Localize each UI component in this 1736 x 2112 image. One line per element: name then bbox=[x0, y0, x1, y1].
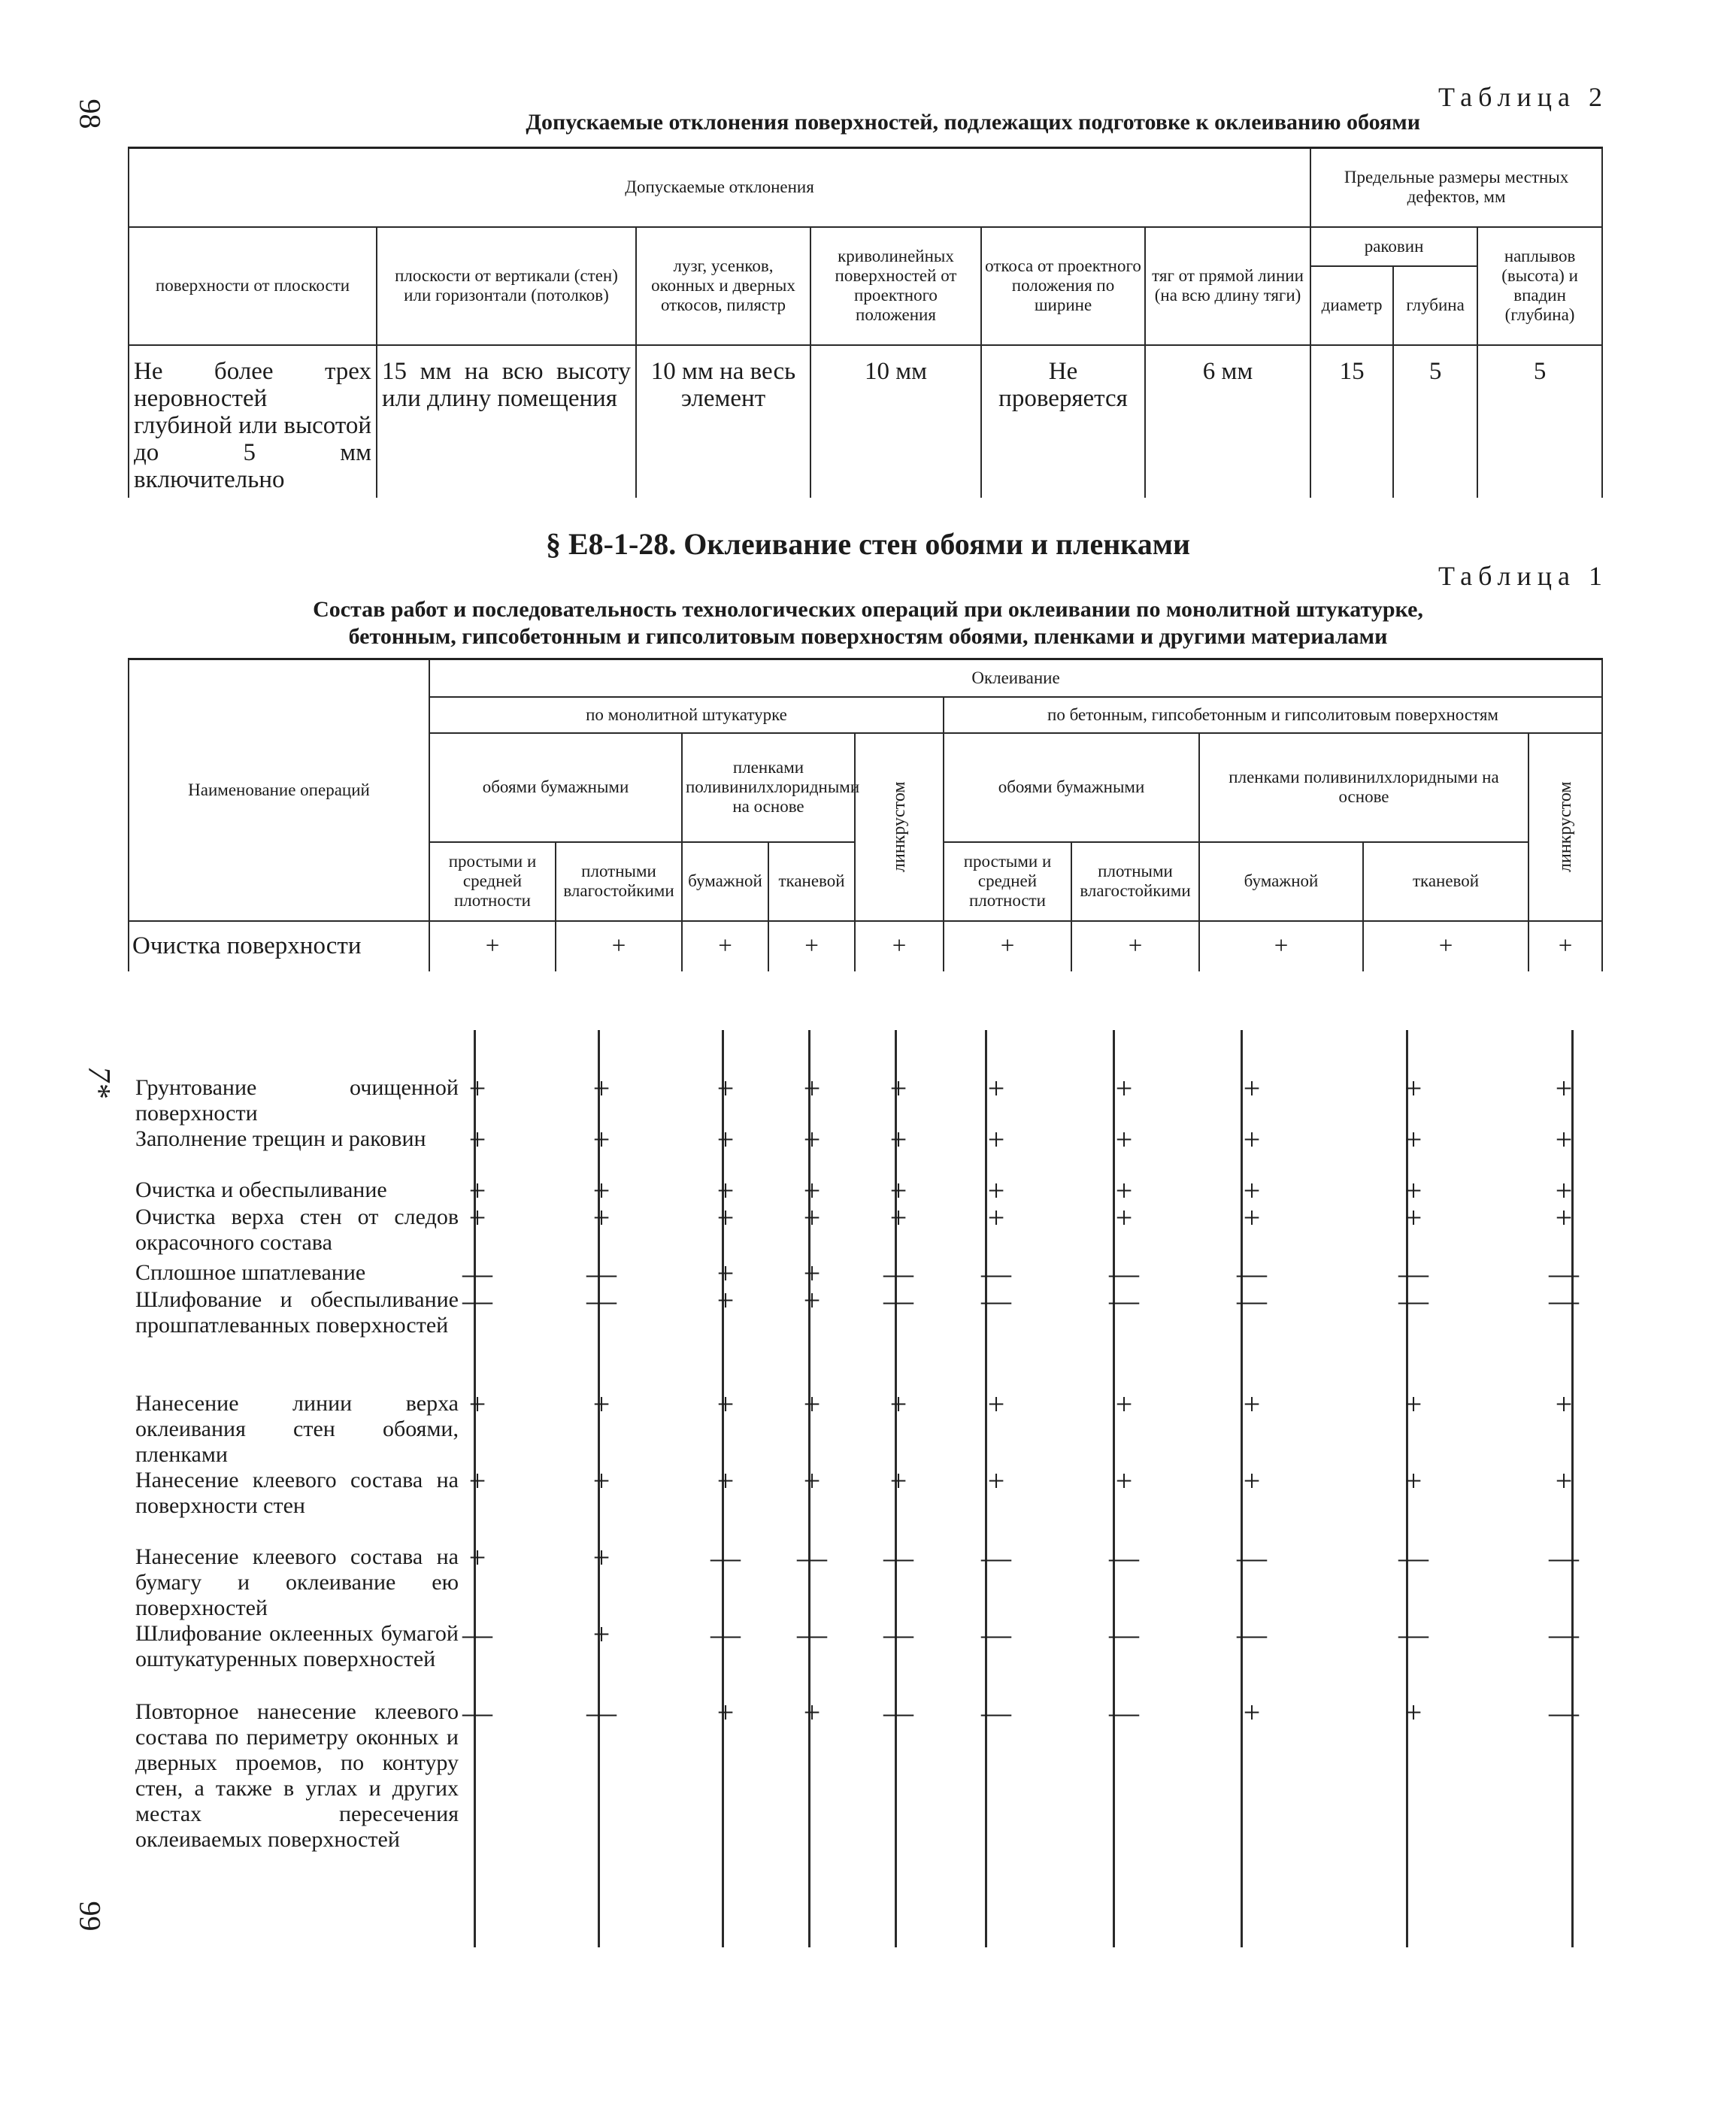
t1-mark: + bbox=[944, 921, 1071, 971]
operation-mark: + bbox=[717, 1071, 735, 1105]
operation-mark: + bbox=[717, 1256, 735, 1290]
t2-col-plane: плоскости от вертикали (стен) или горизонтали (потолков) bbox=[377, 227, 636, 345]
operation-mark: — bbox=[1398, 1617, 1428, 1651]
operation-mark: + bbox=[803, 1387, 821, 1421]
operation-mark: + bbox=[987, 1071, 1005, 1105]
section-title: § Е8-1-28. Оклеивание стен обоями и пленками bbox=[545, 527, 1191, 561]
operation-mark: — bbox=[1398, 1256, 1428, 1290]
operation-mark: — bbox=[981, 1283, 1011, 1317]
operation-mark: + bbox=[1555, 1174, 1573, 1208]
operation-name: Нанесение линии верха оклеивания стен обоями, пленками bbox=[135, 1391, 459, 1467]
operation-mark: + bbox=[987, 1174, 1005, 1208]
t1-mark: + bbox=[1199, 921, 1363, 971]
operation-name: Заполнение трещин и раковин bbox=[135, 1126, 426, 1151]
t1-mark: + bbox=[855, 921, 944, 971]
operation-mark: + bbox=[468, 1071, 486, 1105]
t1-col-tkan: тканевой bbox=[1363, 842, 1528, 921]
operation-mark: + bbox=[1115, 1464, 1133, 1498]
operation-mark: + bbox=[1243, 1464, 1261, 1498]
t1-col-bum-short: бумажной bbox=[682, 842, 768, 921]
operation-mark: + bbox=[592, 1123, 610, 1156]
operation-name: Сплошное шпатлевание bbox=[135, 1260, 366, 1285]
t1-col-bum: бумажной bbox=[1199, 842, 1363, 921]
table2-label: Таблица 2 bbox=[1438, 82, 1608, 112]
operation-mark: + bbox=[592, 1617, 610, 1651]
t2-col-depth: глубина bbox=[1393, 266, 1477, 345]
operation-mark: — bbox=[1237, 1541, 1267, 1574]
operation-mark: — bbox=[1549, 1695, 1579, 1729]
operation-mark: + bbox=[1243, 1201, 1261, 1235]
operation-mark: + bbox=[1555, 1464, 1573, 1498]
operation-mark: + bbox=[1404, 1387, 1422, 1421]
operation-mark: — bbox=[586, 1283, 617, 1317]
table1-label: Таблица 1 bbox=[1438, 561, 1608, 591]
operation-name: Нанесение клеевого состава на бумагу и оклеивание ею поверхностей bbox=[135, 1544, 459, 1620]
t1-col-tkan-short: тканевой bbox=[768, 842, 855, 921]
operation-name: Грунтование очищенной поверхности bbox=[135, 1075, 459, 1126]
operation-mark: — bbox=[586, 1256, 617, 1290]
operation-mark: + bbox=[1404, 1464, 1422, 1498]
operation-mark: + bbox=[717, 1283, 735, 1317]
operation-mark: — bbox=[797, 1541, 827, 1574]
operation-mark: — bbox=[883, 1617, 913, 1651]
operation-name: Повторное нанесение клеевого состава по периметру оконных и дверных проемов, по контуру стен, а также в углах и других местах пересечения оклеиваемых поверхностей bbox=[135, 1699, 459, 1852]
table1-title-line1: Состав работ и последовательность технологических операций при оклеивании по монолитной штукатурке, bbox=[313, 597, 1423, 622]
operation-mark: — bbox=[1109, 1695, 1139, 1729]
operation-mark: + bbox=[592, 1541, 610, 1574]
operation-mark: + bbox=[1115, 1071, 1133, 1105]
operation-mark: + bbox=[468, 1541, 486, 1574]
table1-header bbox=[128, 658, 1603, 971]
operation-mark: + bbox=[803, 1123, 821, 1156]
operation-mark: — bbox=[1549, 1283, 1579, 1317]
t2-cell: 6 мм bbox=[1145, 345, 1310, 498]
operation-mark: + bbox=[1404, 1123, 1422, 1156]
table2 bbox=[128, 147, 1603, 498]
operation-mark: + bbox=[468, 1123, 486, 1156]
operation-mark: + bbox=[803, 1695, 821, 1729]
t2-col-curved: криволинейных поверхностей от проектного положения bbox=[810, 227, 981, 345]
operation-mark: + bbox=[889, 1174, 907, 1208]
operation-name: Нанесение клеевого состава на поверхности стен bbox=[135, 1468, 459, 1518]
operation-mark: + bbox=[717, 1174, 735, 1208]
t2-col-rakovin: раковин bbox=[1310, 227, 1477, 266]
t2-cell: 15 мм на всю высоту или длину помещения bbox=[377, 345, 636, 498]
operation-name: Очистка верха стен от следов окрасочного состава bbox=[135, 1204, 459, 1255]
operation-mark: + bbox=[987, 1387, 1005, 1421]
operation-mark: + bbox=[1243, 1123, 1261, 1156]
operation-mark: + bbox=[468, 1201, 486, 1235]
operation-mark: + bbox=[1555, 1201, 1573, 1235]
operation-mark: + bbox=[1243, 1174, 1261, 1208]
operation-mark: — bbox=[883, 1283, 913, 1317]
operation-mark: + bbox=[1115, 1174, 1133, 1208]
t1-row-name: Очистка поверхности bbox=[129, 921, 429, 971]
operation-mark: — bbox=[981, 1256, 1011, 1290]
operation-mark: — bbox=[1109, 1617, 1139, 1651]
t1-mark: + bbox=[1071, 921, 1199, 971]
operation-mark: — bbox=[883, 1256, 913, 1290]
operation-mark: — bbox=[1109, 1541, 1139, 1574]
operation-mark: — bbox=[1549, 1617, 1579, 1651]
t1-mark: + bbox=[1528, 921, 1602, 971]
operation-mark: + bbox=[1115, 1123, 1133, 1156]
t1-mark: + bbox=[1363, 921, 1528, 971]
operation-name: Шлифование и обеспыливание прошпатлеванных поверхностей bbox=[135, 1287, 459, 1338]
t1-col-plotn: плотными влагостойкими bbox=[556, 842, 682, 921]
operation-mark: + bbox=[1243, 1387, 1261, 1421]
operation-mark: + bbox=[1404, 1071, 1422, 1105]
operation-mark: + bbox=[468, 1174, 486, 1208]
operation-mark: — bbox=[710, 1617, 741, 1651]
operation-mark: + bbox=[717, 1387, 735, 1421]
operation-mark: + bbox=[889, 1123, 907, 1156]
operation-mark: + bbox=[803, 1201, 821, 1235]
t2-col-otkos: откоса от проектного положения по ширине bbox=[981, 227, 1145, 345]
operation-mark: + bbox=[468, 1464, 486, 1498]
operation-mark: + bbox=[1115, 1201, 1133, 1235]
operation-mark: + bbox=[1243, 1071, 1261, 1105]
t1-mark: + bbox=[556, 921, 682, 971]
operation-mark: — bbox=[797, 1617, 827, 1651]
operation-mark: + bbox=[592, 1174, 610, 1208]
operation-mark: + bbox=[987, 1464, 1005, 1498]
operation-mark: — bbox=[1109, 1283, 1139, 1317]
operation-mark: + bbox=[717, 1464, 735, 1498]
operation-mark: — bbox=[462, 1283, 492, 1317]
operation-mark: — bbox=[883, 1541, 913, 1574]
operation-mark: — bbox=[981, 1695, 1011, 1729]
operation-mark: + bbox=[1555, 1387, 1573, 1421]
operation-mark: + bbox=[592, 1387, 610, 1421]
operation-mark: — bbox=[462, 1256, 492, 1290]
operation-name: Очистка и обеспыливание bbox=[135, 1177, 387, 1202]
t2-col-luzg: лузг, усенков, оконных и дверных откосов, пилястр bbox=[636, 227, 810, 345]
operation-mark: + bbox=[803, 1071, 821, 1105]
t1-col-beton: по бетонным, гипсобетонным и гипсолитовым поверхностям bbox=[944, 697, 1602, 733]
operation-mark: — bbox=[981, 1541, 1011, 1574]
t2-cell: 15 bbox=[1310, 345, 1393, 498]
operation-mark: + bbox=[889, 1071, 907, 1105]
operation-mark: + bbox=[889, 1464, 907, 1498]
t2-cell: Не более трех неровностей глубиной или высотой до 5 мм включительно bbox=[129, 345, 377, 498]
t1-mark: + bbox=[429, 921, 556, 971]
operation-mark: + bbox=[1404, 1201, 1422, 1235]
t2-group-right: Предельные размеры местных дефектов, мм bbox=[1310, 148, 1602, 227]
t2-col-tyag: тяг от прямой линии (на всю длину тяги) bbox=[1145, 227, 1310, 345]
operation-mark: — bbox=[1237, 1617, 1267, 1651]
table1-title-line2: бетонным, гипсобетонным и гипсолитовым поверхностям обоями, пленками и другими материалами bbox=[348, 624, 1388, 649]
t1-col-paper-beton: обоями бумажными bbox=[944, 733, 1199, 842]
t1-mark: + bbox=[682, 921, 768, 971]
t2-cell: 5 bbox=[1477, 345, 1602, 498]
t1-col-plotn-beton: плотными влагостойкими bbox=[1071, 842, 1199, 921]
t1-col-okleivanie: Оклеивание bbox=[429, 659, 1602, 697]
operation-mark: + bbox=[592, 1071, 610, 1105]
operation-mark: + bbox=[1555, 1071, 1573, 1105]
t1-col-linkr-mono: линкрустом bbox=[855, 733, 944, 921]
operation-mark: + bbox=[1243, 1695, 1261, 1729]
operation-mark: + bbox=[803, 1283, 821, 1317]
t2-cell: 5 bbox=[1393, 345, 1477, 498]
t1-col-prost: простыми и средней плотности bbox=[429, 842, 556, 921]
page-number-bottom: 99 bbox=[73, 1901, 108, 1932]
operation-mark: — bbox=[710, 1541, 741, 1574]
t2-cell: 10 мм на весь элемент bbox=[636, 345, 810, 498]
sheet-mark: 7* bbox=[81, 1066, 116, 1098]
page-number-top: 98 bbox=[73, 98, 108, 129]
operation-mark: + bbox=[803, 1174, 821, 1208]
operation-mark: — bbox=[1549, 1541, 1579, 1574]
operation-mark: + bbox=[1555, 1123, 1573, 1156]
t2-col-naplyv: наплывов (высота) и впадин (глубина) bbox=[1477, 227, 1602, 345]
operation-mark: — bbox=[1549, 1256, 1579, 1290]
operation-mark: + bbox=[987, 1123, 1005, 1156]
operation-mark: — bbox=[981, 1617, 1011, 1651]
t1-col-film-mono: пленками поливинилхлоридными на основе bbox=[682, 733, 855, 842]
operation-mark: — bbox=[1237, 1256, 1267, 1290]
operation-mark: + bbox=[592, 1464, 610, 1498]
operation-mark: — bbox=[1398, 1541, 1428, 1574]
operation-name: Шлифование оклеенных бумагой оштукатуренных поверхностей bbox=[135, 1621, 459, 1671]
t2-cell: Не проверяется bbox=[981, 345, 1145, 498]
operation-mark: + bbox=[592, 1201, 610, 1235]
operation-mark: — bbox=[883, 1695, 913, 1729]
t1-col-mono: по монолитной штукатурке bbox=[429, 697, 944, 733]
t1-col-film-beton: пленками поливинилхлоридными на основе bbox=[1199, 733, 1528, 842]
table1-body bbox=[135, 1030, 1609, 1947]
operation-mark: — bbox=[1237, 1283, 1267, 1317]
operation-mark: + bbox=[889, 1387, 907, 1421]
t2-group-left: Допускаемые отклонения bbox=[129, 148, 1310, 227]
operation-mark: + bbox=[717, 1695, 735, 1729]
table2-title: Допускаемые отклонения поверхностей, подлежащих подготовке к оклеиванию обоями bbox=[526, 110, 1420, 135]
operation-mark: + bbox=[1404, 1695, 1422, 1729]
operation-mark: + bbox=[987, 1201, 1005, 1235]
operation-mark: — bbox=[586, 1695, 617, 1729]
operation-mark: + bbox=[717, 1201, 735, 1235]
t1-col-paper-mono: обоями бумажными bbox=[429, 733, 682, 842]
t1-col-name: Наименование операций bbox=[129, 659, 429, 921]
t2-cell: 10 мм bbox=[810, 345, 981, 498]
operation-mark: + bbox=[803, 1256, 821, 1290]
t1-col-prost-beton: простыми и средней плотности bbox=[944, 842, 1071, 921]
operation-mark: — bbox=[1398, 1283, 1428, 1317]
operation-mark: + bbox=[468, 1387, 486, 1421]
operation-mark: — bbox=[462, 1695, 492, 1729]
operation-mark: — bbox=[1109, 1256, 1139, 1290]
t2-col-diameter: диаметр bbox=[1310, 266, 1393, 345]
operation-mark: + bbox=[803, 1464, 821, 1498]
t1-col-linkr-beton: линкрустом bbox=[1528, 733, 1602, 921]
operation-mark: + bbox=[1404, 1174, 1422, 1208]
t1-mark: + bbox=[768, 921, 855, 971]
operation-mark: + bbox=[889, 1201, 907, 1235]
t2-col-surface: поверхности от плоскости bbox=[129, 227, 377, 345]
operation-mark: + bbox=[717, 1123, 735, 1156]
operation-mark: — bbox=[462, 1617, 492, 1651]
operation-mark: + bbox=[1115, 1387, 1133, 1421]
